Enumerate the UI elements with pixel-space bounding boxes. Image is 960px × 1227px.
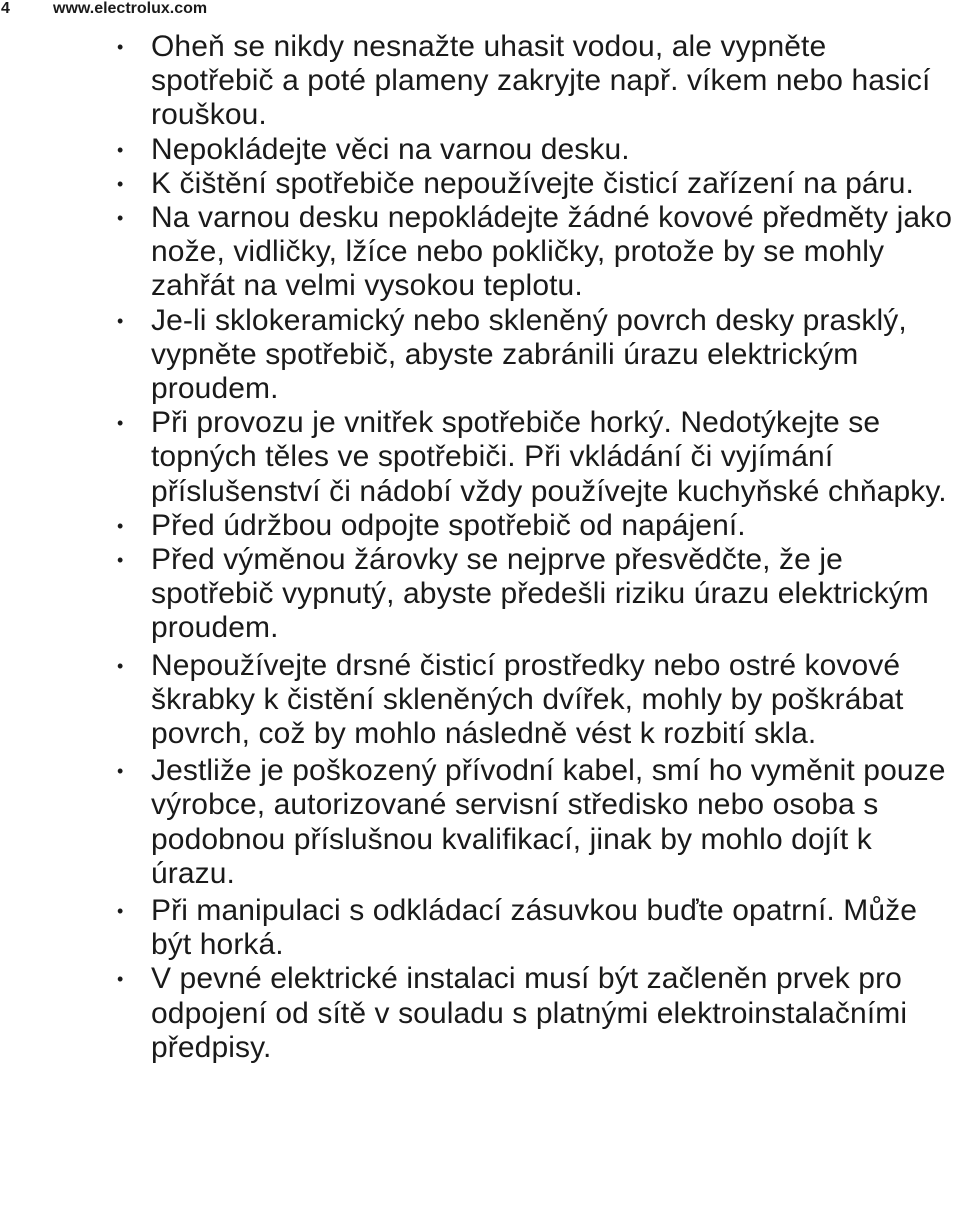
page-number: 4	[1, 0, 10, 17]
list-item	[0, 30, 960, 133]
bullet-icon: •	[117, 901, 124, 922]
list-item-text: Při provozu je vnitřek spotřebiče horký. Nedotýkejte se topných těles ve spotřebiči. Při vkládání či vyjímání příslušenství či nádobí vždy používejte kuchyňské chňapky.	[151, 406, 947, 508]
bullet-icon: •	[117, 139, 124, 160]
list-item	[0, 167, 960, 201]
list-item	[0, 649, 960, 752]
list-item-text: V pevné elektrické instalaci musí být začleněn prvek pro odpojení od sítě v souladu s platnými elektroinstalačními předpisy.	[151, 962, 908, 1064]
bullet-icon: •	[117, 515, 124, 536]
list-item	[0, 754, 960, 891]
bullet-icon: •	[117, 550, 124, 571]
list-item-text: Před údržbou odpojte spotřebič od napájení.	[151, 508, 746, 542]
page-header	[0, 0, 207, 20]
bullet-icon: •	[117, 413, 124, 434]
list-item	[0, 133, 960, 167]
list-item	[0, 406, 960, 509]
list-item-text: Při manipulaci s odkládací zásuvkou buďte opatrní. Může být horká.	[151, 894, 918, 962]
list-item	[0, 543, 960, 646]
list-item	[0, 201, 960, 304]
list-item	[0, 894, 960, 962]
list-item-text: Nepoužívejte drsné čisticí prostředky nebo ostré kovové škrabky k čistění skleněných dvířek, mohly by poškrábat povrch, což by mohlo následně vést k rozbití skla.	[151, 648, 904, 751]
list-item-text: Na varnou desku nepokládejte žádné kovové předměty jako nože, vidličky, lžíce nebo pokličky, protože by se mohly zahřát na velmi vysokou teplotu.	[151, 201, 952, 303]
list-item	[0, 962, 960, 1065]
list-item-text: Před výměnou žárovky se nejprve přesvědčte, že je spotřebič vypnutý, abyste předešli riziku úrazu elektrickým proudem.	[151, 543, 929, 645]
safety-instructions-list	[0, 30, 960, 1065]
bullet-icon: •	[117, 37, 124, 57]
site-url-link[interactable]: www.electrolux.com	[53, 0, 208, 17]
bullet-icon: •	[117, 655, 124, 676]
list-item-text: Oheň se nikdy nesnažte uhasit vodou, ale vypněte spotřebič a poté plameny zakryjte např. víkem nebo hasicí rouškou.	[151, 30, 931, 132]
bullet-icon: •	[117, 761, 124, 782]
list-item-text: K čištění spotřebiče nepoužívejte čisticí zařízení na páru.	[151, 166, 914, 200]
list-item	[0, 509, 960, 543]
list-item	[0, 304, 960, 407]
bullet-icon: •	[117, 310, 124, 331]
list-item-text: Jestliže je poškozený přívodní kabel, smí ho vyměnit pouze výrobce, autorizované servisní středisko nebo osoba s podobnou příslušnou kvalifikací, jinak by mohlo dojít k úrazu.	[151, 754, 946, 890]
bullet-icon: •	[117, 208, 124, 229]
bullet-icon: •	[117, 969, 124, 990]
bullet-icon: •	[117, 173, 124, 194]
list-item-text: Nepokládejte věci na varnou desku.	[151, 132, 630, 166]
list-item-text: Je-li sklokeramický nebo skleněný povrch desky prasklý, vypněte spotřebič, abyste zabránili úrazu elektrickým proudem.	[151, 303, 907, 406]
